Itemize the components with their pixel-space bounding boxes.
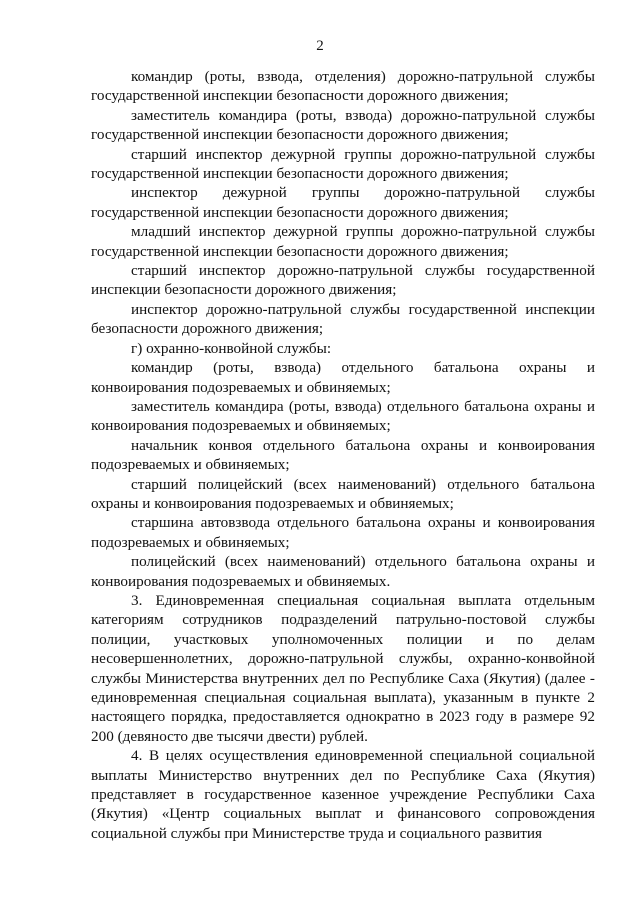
list-item-convoy-senior-officer: старший полицейский (всех наименований) отдельного батальона охраны и конвоирования подозреваемых и обвиняемых; — [91, 475, 595, 512]
list-item-dps-senior-duty-inspector: старший инспектор дежурной группы дорожно-патрульной службы государственной инспекции безопасности дорожного движения; — [91, 145, 595, 183]
list-item-dps-inspector: инспектор дорожно-патрульной службы государственной инспекции безопасности дорожного движения; — [91, 300, 595, 338]
list-item-convoy-motor-platoon-sergeant: старшина автовзвода отдельного батальона охраны и конвоирования подозреваемых и обвиняемых; — [91, 514, 595, 551]
list-item-convoy-commander: командир (роты, взвода) отдельного батальона охраны и конвоирования подозреваемых и обвиняемых; — [91, 359, 595, 396]
list-item-convoy-chief: начальник конвоя отдельного батальона охраны и конвоирования подозреваемых и обвиняемых; — [91, 436, 595, 474]
list-item-convoy-deputy-commander: заместитель командира (роты, взвода) отдельного батальона охраны и конвоирования подозреваемых и обвиняемых; — [91, 397, 595, 435]
list-item-dps-junior-duty-inspector: младший инспектор дежурной группы дорожно-патрульной службы государственной инспекции безопасности дорожного движения; — [91, 223, 595, 260]
list-item-dps-deputy-commander: заместитель командира (роты, взвода) дорожно-патрульной службы государственной инспекции безопасности дорожного движения; — [91, 106, 595, 144]
list-item-dps-senior-inspector: старший инспектор дорожно-патрульной службы государственной инспекции безопасности дорожного движения; — [91, 262, 595, 299]
document-body — [91, 67, 595, 843]
section-heading-convoy-service: г) охранно-конвойной службы: — [131, 339, 332, 357]
list-item-dps-company-commander: командир (роты, взвода, отделения) дорожно-патрульной службы государственной инспекции безопасности дорожного движения; — [91, 68, 595, 105]
list-item-dps-duty-inspector: инспектор дежурной группы дорожно-патрульной службы государственной инспекции безопасности дорожного движения; — [91, 184, 595, 221]
paragraph-clause-4: 4. В целях осуществления единовременной специальной социальной выплаты Министерство внутренних дел по Республике Саха (Якутия) представляет в государственное казенное учреждение Республики Саха (Якутия) «Центр социальных выплат и финансового сопровождения социальной службы при Министерстве труда и социального развития — [91, 747, 595, 842]
list-item-convoy-officer: полицейский (всех наименований) отдельного батальона охраны и конвоирования подозреваемых и обвиняемых. — [91, 553, 595, 590]
page-number: 2 — [316, 38, 324, 54]
paragraph-clause-3: 3. Единовременная специальная социальная выплата отдельным категориям сотрудников подразделений патрульно-постовой службы полиции, участковых уполномоченных полиции и по делам несовершеннолетних, дорожно-патрульной службы, охранно-конвойной службы Министерства внутренних дел по Республике Саха (Якутия) (далее - единовременная специальная социальная выплата), указанным в пункте 2 настоящего порядка, предоставляется однократно в 2023 году в размере 92 200 (девяносто две тысячи двести) рублей. — [91, 591, 595, 745]
